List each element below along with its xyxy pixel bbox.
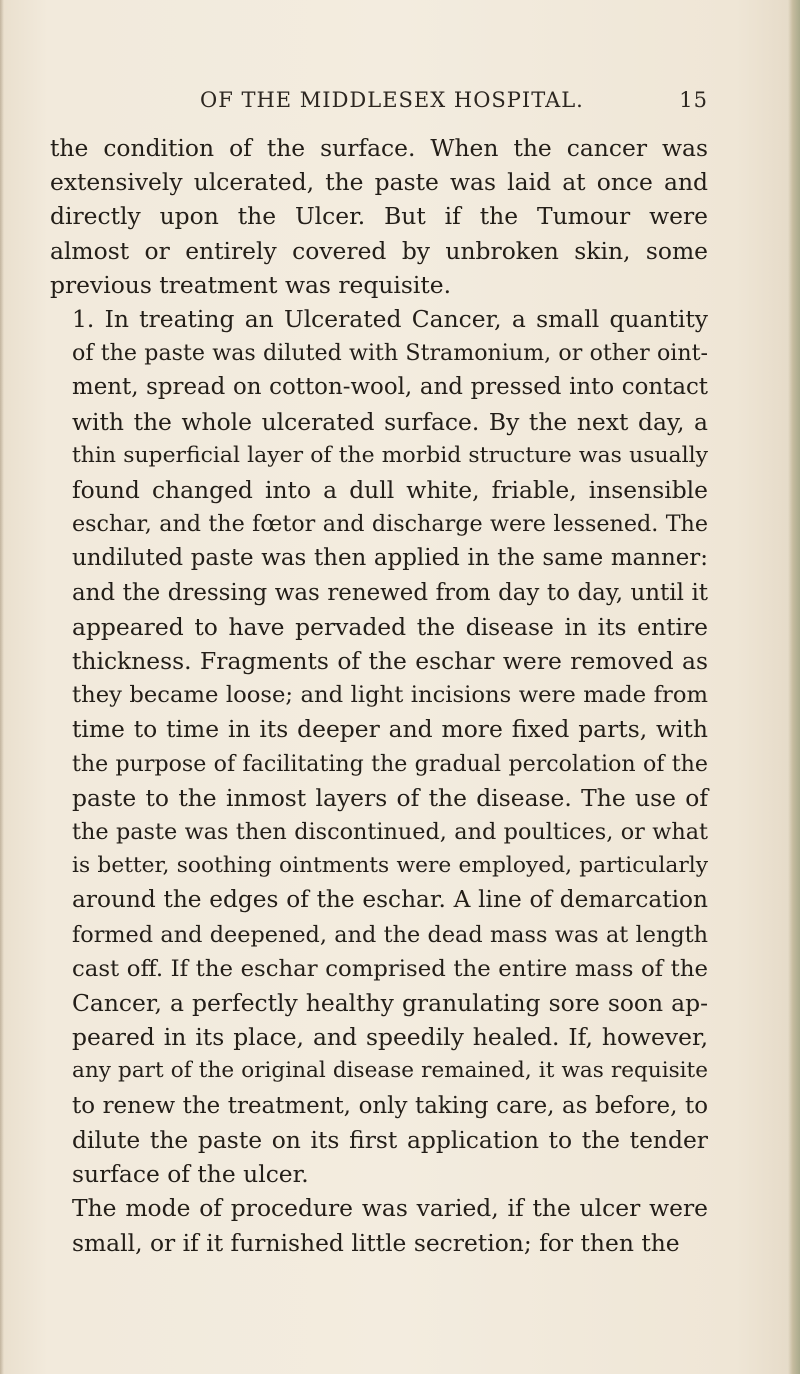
page-gutter-shadow [788,0,800,1374]
text-line: with the whole ulcerated surface. By the next day, a [72,407,708,436]
body-text [50,131,708,1260]
text-line: found changed into a dull white, friable, insensible [72,476,708,505]
text-line: almost or entirely covered by unbroken skin, some [50,236,708,265]
text-line: paste to the inmost layers of the disease. The use of [72,783,708,812]
text-line: and the dressing was renewed from day to day, until it [72,579,708,606]
text-line: previous treatment was requisite. [50,270,452,299]
text-line: peared in its place, and speedily healed. If, however, [72,1023,708,1052]
paragraph [50,131,708,302]
text-line: appeared to have pervaded the disease in its entire [72,612,708,641]
text-line: time to time in its deeper and more fixed parts, with [72,715,708,744]
running-title: OF THE MIDDLESEX HOSPITAL. [200,88,584,112]
text-line: thickness. Fragments of the eschar were removed as [72,647,708,676]
text-line: the paste was then discontinued, and poultices, or what [72,819,708,846]
text-line: small, or if it furnished little secretion; for then the [72,1228,680,1257]
text-line: formed and deepened, and the dead mass was at length [72,921,708,948]
text-line: cast off. If the eschar comprised the entire mass of the [72,955,708,982]
text-line: directly upon the Ulcer. But if the Tumour were [50,202,708,231]
text-line: any part of the original disease remained, it was requisite [72,1058,708,1084]
text-line: surface of the ulcer. [72,1160,309,1189]
text-line: Cancer, a perfectly healthy granulating sore soon ap- [72,989,708,1018]
paragraph [50,302,708,1191]
text-line: eschar, and the fœtor and discharge were lessened. The [72,511,708,538]
text-line: around the edges of the eschar. A line of demarcation [72,886,708,914]
text-line: the condition of the surface. When the cancer was [50,134,708,162]
text-line: extensively ulcerated, the paste was laid at once and [50,168,708,197]
text-line: the purpose of facilitating the gradual percolation of the [72,750,708,777]
page-left-edge [0,0,4,1374]
text-line: of the paste was diluted with Stramonium, or other oint- [72,340,708,367]
text-line: dilute the paste on its first application to the tender [72,1125,708,1154]
page-number: 15 [679,88,708,112]
text-line: to renew the treatment, only taking care, as before, to [72,1092,708,1119]
text-line: thin superficial layer of the morbid structure was usually [72,442,708,468]
text-line: ment, spread on cotton-wool, and pressed into contact [72,374,708,401]
text-line: is better, soothing ointments were employed, particularly [72,853,708,879]
text-line: undiluted paste was then applied in the same manner: [72,545,708,572]
text-line: The mode of procedure was varied, if the ulcer were [72,1194,708,1223]
text-line: 1. In treating an Ulcerated Cancer, a small quantity [72,305,708,334]
paragraph [50,1191,708,1259]
text-line: they became loose; and light incisions were made from [72,682,708,709]
